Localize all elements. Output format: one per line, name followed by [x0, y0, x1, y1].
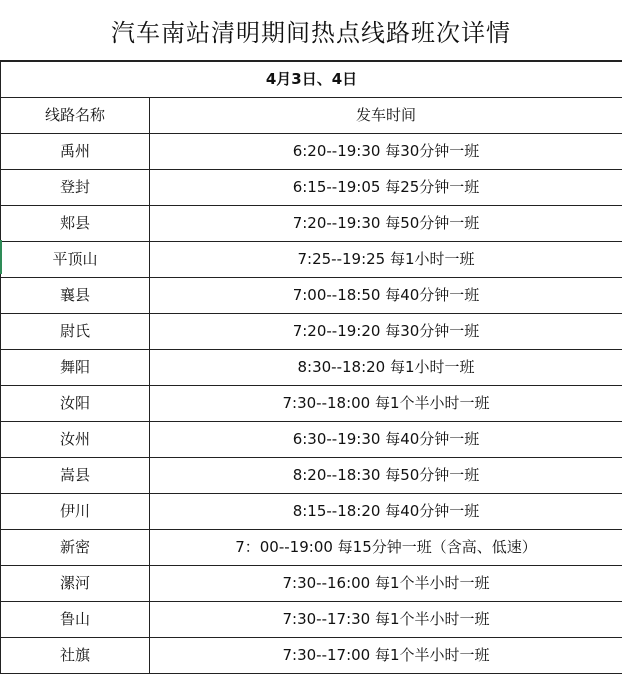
schedule-table: [0, 61, 622, 674]
column-header-route: 线路名称: [1, 98, 150, 134]
departure-time: 7：00--19:00 每15分钟一班（含高、低速）: [150, 530, 622, 566]
departure-time: 7:30--17:00 每1个半小时一班: [150, 638, 622, 674]
departure-time: 7:30--18:00 每1个半小时一班: [150, 386, 622, 422]
cell-selection-marker: [0, 240, 2, 274]
route-name: 鲁山: [1, 602, 150, 638]
route-name: 汝州: [1, 422, 150, 458]
table-row: [1, 278, 622, 314]
table-row: [1, 458, 622, 494]
table-row: [1, 422, 622, 458]
departure-time: 6:15--19:05 每25分钟一班: [150, 170, 622, 206]
table-row: [1, 206, 622, 242]
table-row: [1, 242, 622, 278]
table-row: [1, 170, 622, 206]
departure-time: 7:00--18:50 每40分钟一班: [150, 278, 622, 314]
departure-time: 6:30--19:30 每40分钟一班: [150, 422, 622, 458]
route-name: 禹州: [1, 134, 150, 170]
route-name: 漯河: [1, 566, 150, 602]
date-header-row: [1, 62, 622, 98]
departure-time: 7:20--19:20 每30分钟一班: [150, 314, 622, 350]
table-row: [1, 602, 622, 638]
date-header: 4月3日、4日: [1, 62, 622, 98]
departure-time: 6:20--19:30 每30分钟一班: [150, 134, 622, 170]
table-row: [1, 530, 622, 566]
departure-time: 8:30--18:20 每1小时一班: [150, 350, 622, 386]
table-row: [1, 638, 622, 674]
route-name: 社旗: [1, 638, 150, 674]
departure-time: 7:25--19:25 每1小时一班: [150, 242, 622, 278]
route-name: 平顶山: [1, 242, 150, 278]
departure-time: 8:15--18:20 每40分钟一班: [150, 494, 622, 530]
route-name: 嵩县: [1, 458, 150, 494]
route-name: 伊川: [1, 494, 150, 530]
route-name: 尉氏: [1, 314, 150, 350]
route-name: 新密: [1, 530, 150, 566]
table-row: [1, 494, 622, 530]
table-row: [1, 566, 622, 602]
table-row: [1, 350, 622, 386]
table-row: [1, 134, 622, 170]
route-name: 舞阳: [1, 350, 150, 386]
column-header-row: [1, 98, 622, 134]
departure-time: 7:30--17:30 每1个半小时一班: [150, 602, 622, 638]
table-row: [1, 314, 622, 350]
page-title: 汽车南站清明期间热点线路班次详情: [0, 0, 622, 61]
route-name: 汝阳: [1, 386, 150, 422]
departure-time: 7:20--19:30 每50分钟一班: [150, 206, 622, 242]
departure-time: 8:20--18:30 每50分钟一班: [150, 458, 622, 494]
route-name: 郏县: [1, 206, 150, 242]
route-name: 襄县: [1, 278, 150, 314]
column-header-time: 发车时间: [150, 98, 622, 134]
route-name: 登封: [1, 170, 150, 206]
table-row: [1, 386, 622, 422]
departure-time: 7:30--16:00 每1个半小时一班: [150, 566, 622, 602]
